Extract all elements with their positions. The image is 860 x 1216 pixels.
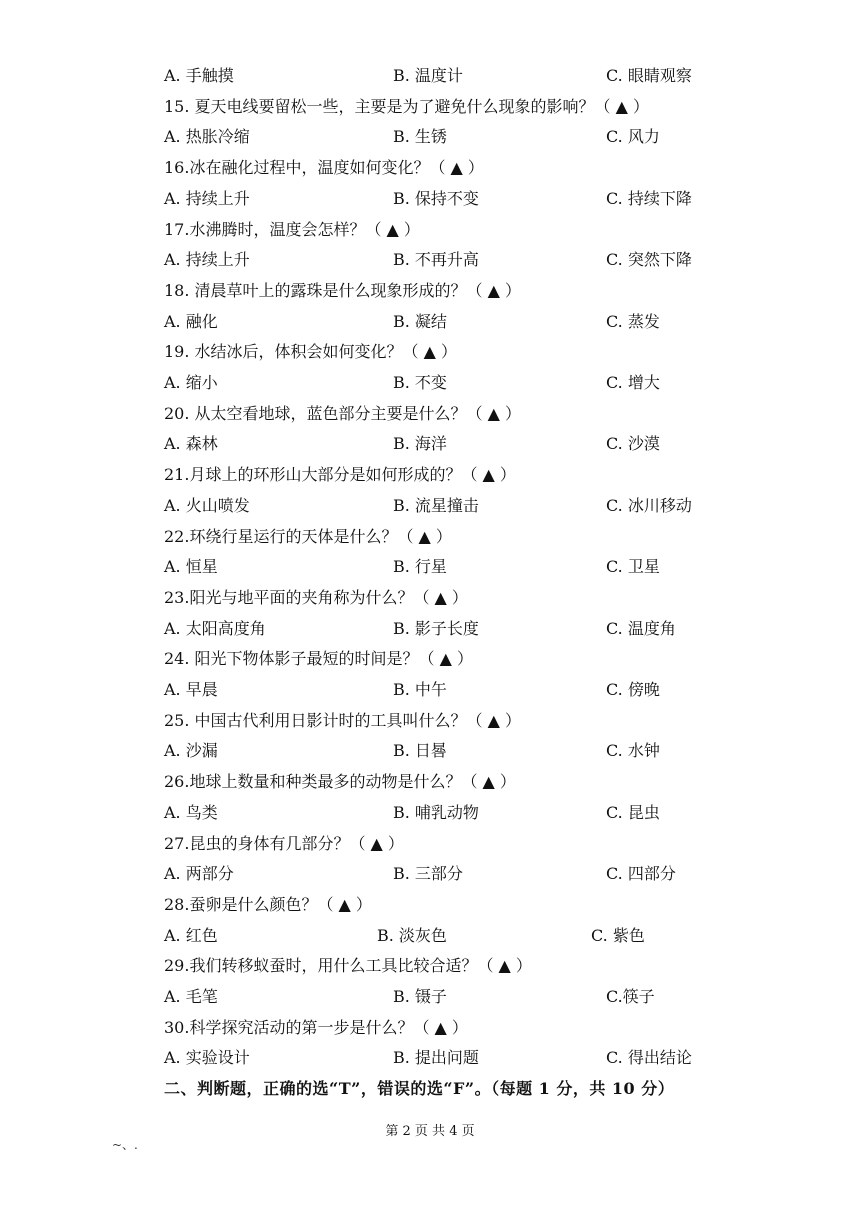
- option-c: C. 持续下降: [606, 189, 692, 208]
- question: 28.蚕卵是什么颜色？（ ▲ ）: [164, 895, 372, 914]
- question: 22.环绕行星运行的天体是什么？（ ▲ ）: [164, 527, 452, 546]
- option-c: C. 增大: [606, 373, 660, 392]
- option-b: B. 保持不变: [393, 189, 479, 208]
- option-c: C. 蒸发: [606, 312, 660, 331]
- option-c: C. 冰川移动: [606, 496, 692, 515]
- option-b: B. 提出问题: [393, 1048, 479, 1067]
- option-b: B. 生锈: [393, 127, 447, 146]
- option-b: B. 哺乳动物: [393, 803, 479, 822]
- question: 18. 清晨草叶上的露珠是什么现象形成的？（ ▲ ）: [164, 281, 522, 300]
- option-c: C.筷子: [606, 987, 655, 1006]
- option-c: C. 温度角: [606, 619, 676, 638]
- scan-mark: ~、.: [112, 1138, 138, 1152]
- section-heading: 二、判断题，正确的选“T”，错误的选“F”。（每题 1 分，共 10 分）: [164, 1079, 675, 1098]
- option-b: B. 不变: [393, 373, 447, 392]
- option-a: A. 毛笔: [164, 987, 218, 1006]
- option-b: B. 镊子: [393, 987, 447, 1006]
- option-b: B. 海洋: [393, 434, 447, 453]
- option-c: C. 眼睛观察: [606, 66, 692, 85]
- option-a: A. 持续上升: [164, 250, 250, 269]
- option-c: C. 得出结论: [606, 1048, 692, 1067]
- option-b: B. 三部分: [393, 864, 463, 883]
- option-c: C. 卫星: [606, 557, 660, 576]
- option-c: C. 昆虫: [606, 803, 660, 822]
- option-a: A. 热胀冷缩: [164, 127, 250, 146]
- option-a: A. 两部分: [164, 864, 234, 883]
- option-c: C. 风力: [606, 127, 660, 146]
- option-a: A. 恒星: [164, 557, 218, 576]
- option-a: A. 手触摸: [164, 66, 234, 85]
- option-a: A. 早晨: [164, 680, 218, 699]
- option-a: A. 红色: [164, 926, 218, 945]
- option-b: B. 淡灰色: [377, 926, 447, 945]
- question: 19. 水结冰后，体积会如何变化？（ ▲ ）: [164, 342, 458, 361]
- question: 29.我们转移蚁蚕时，用什么工具比较合适？（ ▲ ）: [164, 956, 532, 975]
- question: 26.地球上数量和种类最多的动物是什么？（ ▲ ）: [164, 772, 516, 791]
- option-b: B. 温度计: [393, 66, 463, 85]
- option-b: B. 中午: [393, 680, 447, 699]
- question: 27.昆虫的身体有几部分？（ ▲ ）: [164, 834, 404, 853]
- option-b: B. 行星: [393, 557, 447, 576]
- page-footer: 第 2 页 共 4 页: [385, 1124, 475, 1139]
- question: 21.月球上的环形山大部分是如何形成的？（ ▲ ）: [164, 465, 516, 484]
- question: 24. 阳光下物体影子最短的时间是？（ ▲ ）: [164, 649, 474, 668]
- option-b: B. 流星撞击: [393, 496, 479, 515]
- option-a: A. 森林: [164, 434, 218, 453]
- question: 23.阳光与地平面的夹角称为什么？（ ▲ ）: [164, 588, 468, 607]
- option-b: B. 日晷: [393, 741, 447, 760]
- option-b: B. 不再升高: [393, 250, 479, 269]
- question: 16.冰在融化过程中，温度如何变化？（ ▲ ）: [164, 158, 484, 177]
- option-a: A. 缩小: [164, 373, 218, 392]
- option-a: A. 实验设计: [164, 1048, 250, 1067]
- option-a: A. 持续上升: [164, 189, 250, 208]
- question: 25. 中国古代利用日影计时的工具叫什么？（ ▲ ）: [164, 711, 522, 730]
- option-b: B. 影子长度: [393, 619, 479, 638]
- question: 20. 从太空看地球，蓝色部分主要是什么？（ ▲ ）: [164, 404, 522, 423]
- option-a: A. 融化: [164, 312, 218, 331]
- option-a: A. 火山喷发: [164, 496, 250, 515]
- option-c: C. 突然下降: [606, 250, 692, 269]
- option-c: C. 傍晚: [606, 680, 660, 699]
- option-c: C. 紫色: [591, 926, 645, 945]
- option-c: C. 沙漠: [606, 434, 660, 453]
- question: 15. 夏天电线要留松一些，主要是为了避免什么现象的影响？（ ▲ ）: [164, 97, 650, 116]
- question: 17.水沸腾时，温度会怎样？（ ▲ ）: [164, 220, 420, 239]
- option-a: A. 鸟类: [164, 803, 218, 822]
- option-a: A. 沙漏: [164, 741, 218, 760]
- option-a: A. 太阳高度角: [164, 619, 266, 638]
- option-b: B. 凝结: [393, 312, 447, 331]
- option-c: C. 水钟: [606, 741, 660, 760]
- option-c: C. 四部分: [606, 864, 676, 883]
- question: 30.科学探究活动的第一步是什么？（ ▲ ）: [164, 1018, 468, 1037]
